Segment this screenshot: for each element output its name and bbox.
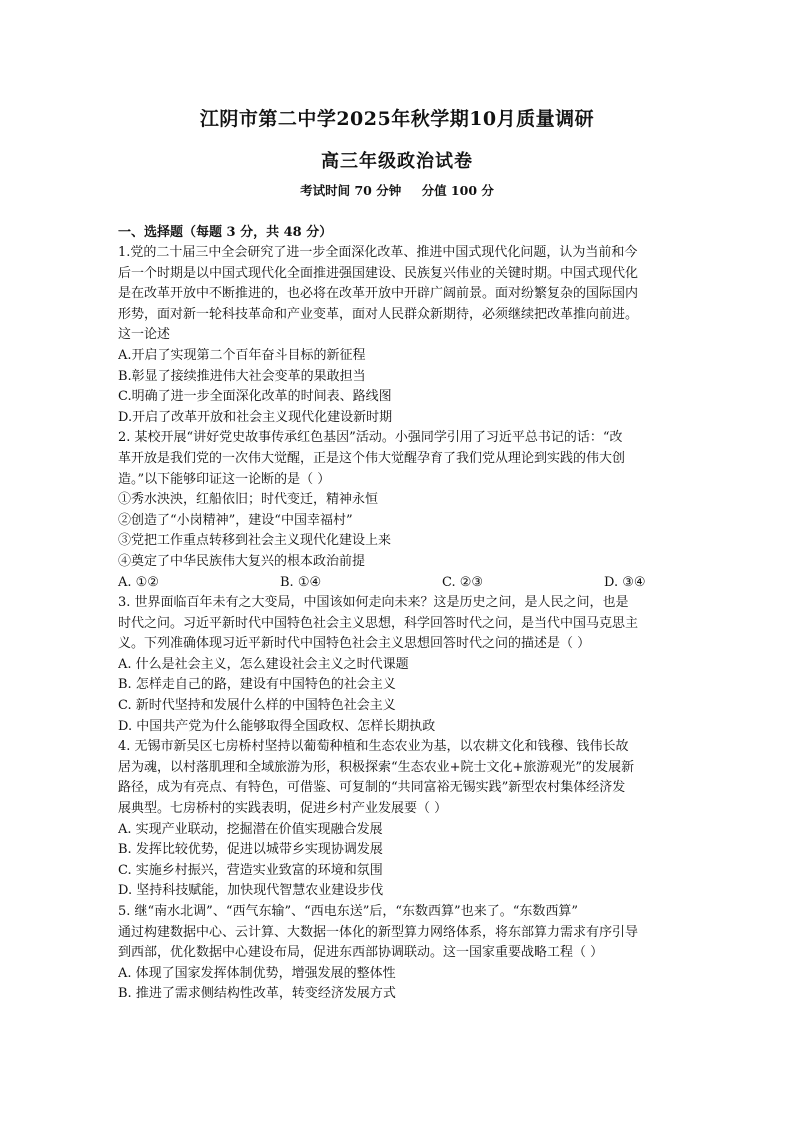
exam-info [0,181,794,199]
question-2-choice-b: B. ①④ [280,574,322,590]
question-5-option-b: B. 推进了需求侧结构性改革，转变经济发展方式 [118,986,396,1002]
question-5-stem-line: 5. 继“南水北调”、“西气东输”、“西电东送”后，“东数西算”也来了。“东数西算” [118,904,578,919]
question-2-item-1: ①秀水泱泱，红船依旧；时代变迁，精神永恒 [118,492,379,508]
question-2-stem-line: 造。”以下能够印证这一论断的是（ ） [118,471,331,487]
question-5-stem-line: 到西部，优化数据中心建设布局，促进东西部协调联动。这一国家重要战略工程（ ） [118,945,604,961]
question-2-item-2: ②创造了“小岗精神”，建设“中国幸福村” [118,512,353,528]
question-3-option-c: C. 新时代坚持和发展什么样的中国特色社会主义 [118,698,396,714]
question-3-option-d: D. 中国共产党为什么能够取得全国政权、怎样长期执政 [118,718,436,734]
question-2-choice-a: A. ①② [118,574,159,590]
question-2-choice-c: C. ②③ [442,574,484,590]
question-4-stem-line: 路径，成为有亮点、有特色，可借鉴、可复制的“共同富裕无锡实践”新型农村集体经济发 [118,780,626,796]
question-4-stem-line: 4. 无锡市新吴区七房桥村坚持以葡萄种植和生态农业为基，以农耕文化和钱穆、钱伟长故 [118,739,629,755]
exam-content [118,222,684,1005]
question-1 [118,243,684,428]
question-4-stem-line: 展典型。七房桥村的实践表明，促进乡村产业发展要（ ） [118,801,448,817]
question-2-item-4: ④奠定了中华民族伟大复兴的根本政治前提 [118,553,366,569]
question-1-stem-line: 这一论述 [118,327,171,343]
section-title: 一、选择题（每题 3 分，共 48 分） [118,225,333,240]
question-1-stem-line: 1.党的二十届三中全会研究了进一步全面深化改革、推进中国式现代化问题，认为当前和今 [118,245,638,260]
question-4 [118,737,684,902]
question-4-option-d: D. 坚持科技赋能，加快现代智慧农业建设步伐 [118,883,384,899]
question-3-option-b: B. 怎样走自己的路，建设有中国特色的社会主义 [118,677,396,693]
question-3-option-a: A. 什么是社会主义，怎么建设社会主义之时代课题 [118,656,409,672]
question-3-stem-line: 义。下列准确体现习近平新时代中国特色社会主义思想回答时代之问的描述是（ ） [118,636,591,652]
question-2-choices [118,573,684,594]
question-4-option-b: B. 发挥比较优势，促进以城带乡实现协调发展 [118,842,383,858]
question-2-stem-line: 革开放是我们党的一次伟大觉醒，正是这个伟大觉醒孕育了我们党从理论到实践的伟大创 [118,450,626,466]
question-1-stem-line: 是在改革开放中不断推进的，也必将在改革开放中开辟广阔前景。面对纷繁复杂的国际国内 [118,286,639,302]
exam-title: 江阴市第二中学2025年秋学期10月质量调研 [199,108,595,130]
question-1-option-c: C.明确了进一步全面深化改革的时间表、路线图 [118,389,392,405]
question-4-stem-line: 居为魂，以村落肌理和全域旅游为形，积极探索“生态农业+院士文化+旅游观光”的发展新 [118,759,635,775]
exam-subtitle: 高三年级政治试卷 [321,151,473,172]
question-1-option-b: B.彰显了接续推进伟大社会变革的果敢担当 [118,368,366,384]
question-4-option-c: C. 实施乡村振兴，营造实业致富的环境和氛围 [118,862,383,878]
question-3-stem-line: 3. 世界面临百年未有之大变局，中国该如何走向未来？这是历史之问，是人民之问，也是 [118,595,629,611]
question-1-option-a: A.开启了实现第二个百年奋斗目标的新征程 [118,347,366,363]
question-5-option-a: A. 体现了国家发挥体制优势，增强发展的整体性 [118,965,396,981]
question-5 [118,902,684,1005]
question-4-option-a: A. 实现产业联动，挖掘潜在价值实现融合发展 [118,821,383,837]
question-2 [118,428,684,593]
exam-score: 分值 100 分 [421,183,494,198]
question-2-item-3: ③党把工作重点转移到社会主义现代化建设上来 [118,533,392,549]
question-2-choice-d: D. ③④ [604,574,646,590]
question-2-stem-line: 2. 某校开展“讲好党史故事传承红色基因”活动。小强同学引用了习近平总书记的话：“改 [118,430,623,446]
question-1-stem-line: 形势，面对新一轮科技革命和产业变革，面对人民群众新期待，必须继续把改革推向前进。 [118,306,639,322]
question-1-stem-line: 后一个时期是以中国式现代化全面推进强国建设、民族复兴伟业的关键时期。中国式现代化 [118,265,639,281]
question-3 [118,593,684,737]
exam-time: 考试时间 70 分钟 [300,183,402,198]
question-1-option-d: D.开启了改革开放和社会主义现代化建设新时期 [118,409,393,425]
question-3-stem-line: 时代之问。习近平新时代中国特色社会主义思想，科学回答时代之问，是当代中国马克思主 [118,615,639,631]
question-5-stem-line: 通过构建数据中心、云计算、大数据一体化的新型算力网络体系，将东部算力需求有序引导 [118,924,639,940]
